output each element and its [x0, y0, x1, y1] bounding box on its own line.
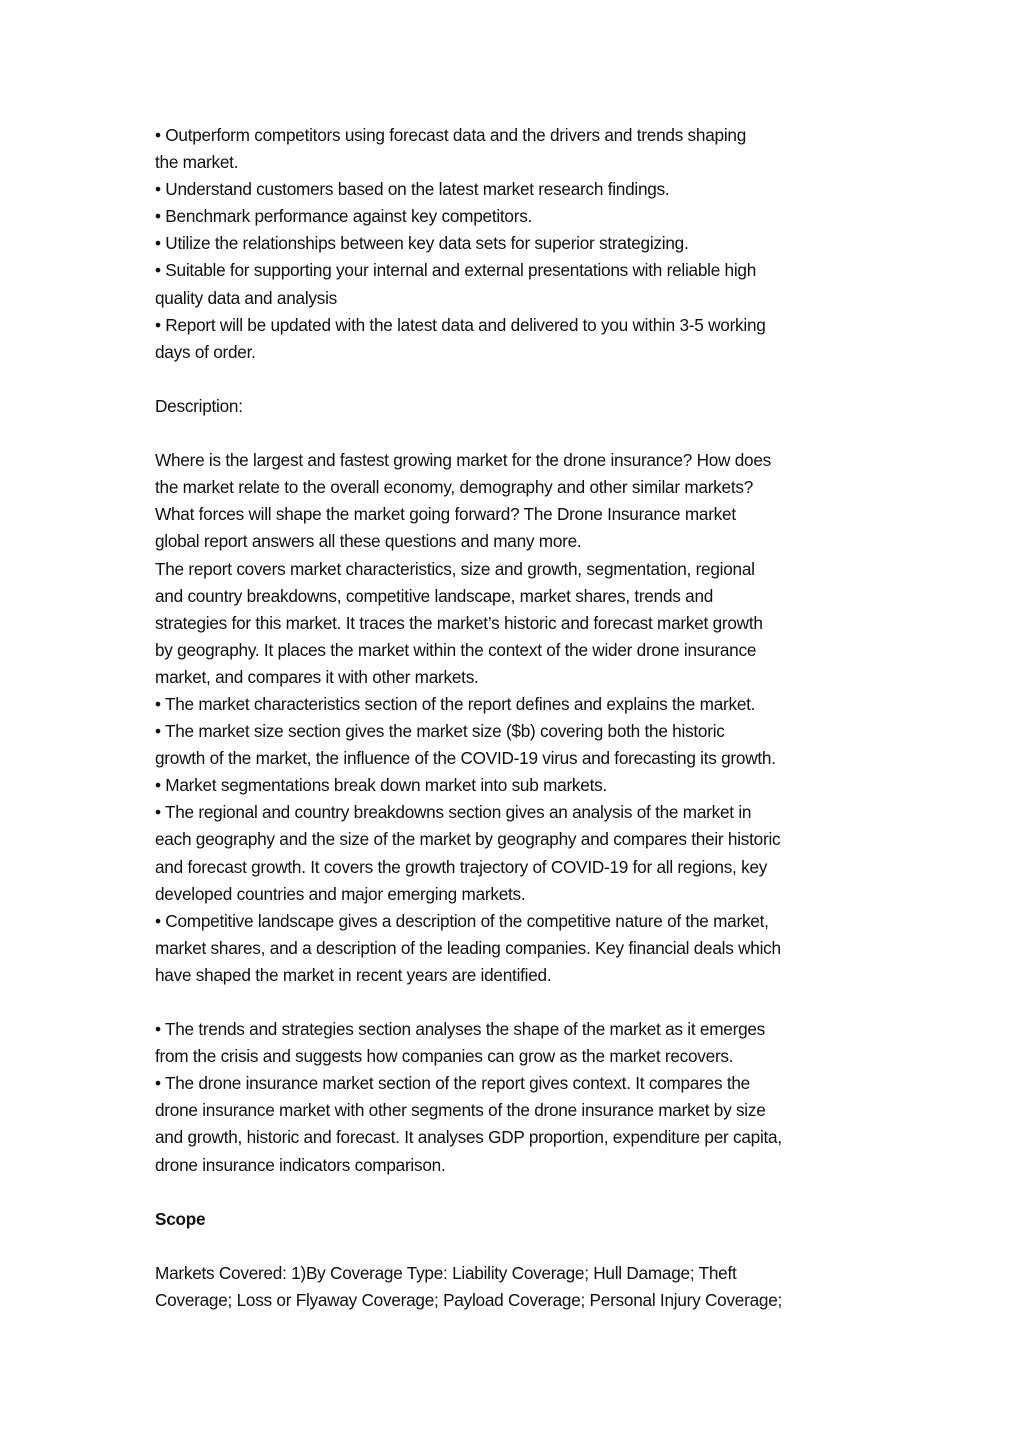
description-line: • The trends and strategies section analyses the shape of the market as it emerges: [155, 1019, 766, 1040]
spacer: [155, 989, 895, 1016]
description-line: drone insurance market with other segments of the drone insurance market by size: [155, 1100, 766, 1121]
description-line: and forecast growth. It covers the growth trajectory of COVID-19 for all regions, key: [155, 856, 768, 877]
description-line: and growth, historic and forecast. It analyses GDP proportion, expenditure per capita,: [155, 1127, 782, 1148]
spacer: [155, 366, 895, 393]
description-body: [155, 447, 895, 989]
description-line: • Competitive landscape gives a description of the competitive nature of the market,: [155, 910, 769, 931]
description-heading: Description:: [155, 395, 243, 416]
description-line: and country breakdowns, competitive landscape, market shares, trends and: [155, 585, 714, 606]
benefit-line: quality data and analysis: [155, 287, 337, 308]
benefit-line: • Benchmark performance against key competitors.: [155, 206, 533, 227]
description-line: global report answers all these questions and many more.: [155, 531, 582, 552]
benefit-line: • Outperform competitors using forecast data and the drivers and trends shaping: [155, 125, 747, 145]
description-line: the market relate to the overall economy, demography and other similar markets?: [155, 477, 754, 498]
spacer: [155, 420, 895, 447]
scope-body: [155, 1260, 895, 1314]
description-line: • The regional and country breakdowns section gives an analysis of the market in: [155, 802, 752, 823]
description-line: developed countries and major emerging markets.: [155, 883, 526, 904]
description-line: by geography. It places the market within the context of the wider drone insurance: [155, 639, 757, 660]
scope-heading: Scope: [155, 1208, 206, 1229]
description-line: market shares, and a description of the leading companies. Key financial deals which: [155, 937, 781, 958]
description-line: each geography and the size of the market by geography and compares their historic: [155, 829, 781, 850]
benefit-line: the market.: [155, 152, 239, 173]
description-line: drone insurance indicators comparison.: [155, 1154, 446, 1175]
description-line: market, and compares it with other markets.: [155, 666, 479, 687]
description-line: • The market size section gives the market size ($b) covering both the historic: [155, 721, 725, 742]
description-line: from the crisis and suggests how companies can grow as the market recovers.: [155, 1046, 734, 1067]
scope-line: Markets Covered: 1)By Coverage Type: Liability Coverage; Hull Damage; Theft: [155, 1262, 737, 1283]
benefit-line: • Suitable for supporting your internal and external presentations with reliable high: [155, 260, 757, 281]
spacer: [155, 1233, 895, 1260]
description-line: • The market characteristics section of the report defines and explains the market.: [155, 693, 756, 714]
benefits-list: [155, 122, 895, 366]
document-page: [155, 122, 895, 1314]
description-line: What forces will shape the market going forward? The Drone Insurance market: [155, 504, 736, 525]
benefit-line: • Understand customers based on the latest market research findings.: [155, 179, 670, 200]
description-line: have shaped the market in recent years are identified.: [155, 964, 552, 985]
spacer: [155, 1179, 895, 1206]
description-line: strategies for this market. It traces the market’s historic and forecast market growth: [155, 612, 763, 633]
description-line: growth of the market, the influence of the COVID-19 virus and forecasting its growth.: [155, 748, 776, 769]
benefit-line: • Report will be updated with the latest data and delivered to you within 3-5 working: [155, 314, 766, 335]
description-line: Where is the largest and fastest growing market for the drone insurance? How does: [155, 450, 772, 471]
description-line: • Market segmentations break down market into sub markets.: [155, 775, 607, 796]
description-line: • The drone insurance market section of the report gives context. It compares the: [155, 1073, 750, 1094]
description-body-continued: [155, 1016, 895, 1179]
benefit-line: days of order.: [155, 341, 256, 362]
scope-line: Coverage; Loss or Flyaway Coverage; Payload Coverage; Personal Injury Coverage;: [155, 1290, 783, 1311]
description-line: The report covers market characteristics, size and growth, segmentation, regional: [155, 558, 755, 579]
benefit-line: • Utilize the relationships between key data sets for superior strategizing.: [155, 233, 689, 254]
